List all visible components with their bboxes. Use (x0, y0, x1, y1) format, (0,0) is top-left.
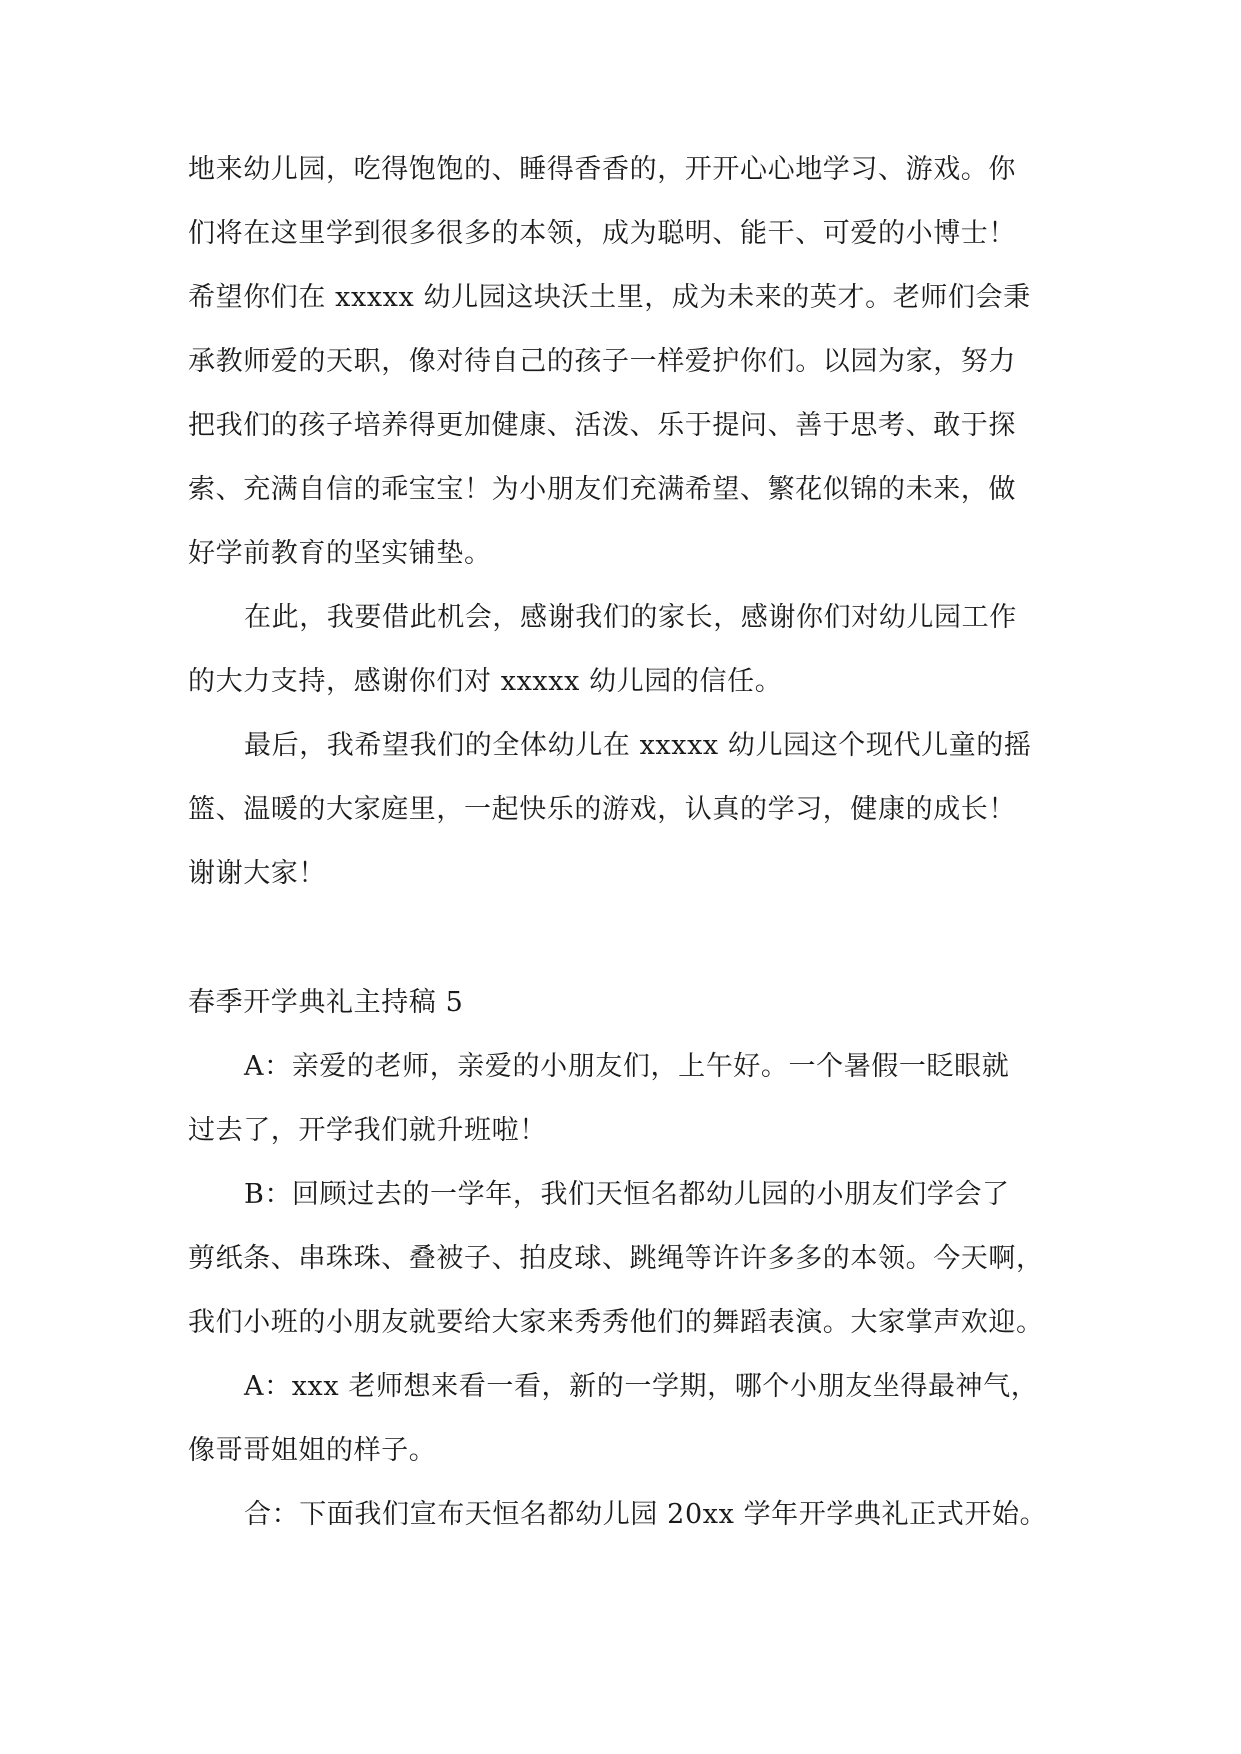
paragraph-line: 合：下面我们宣布天恒名都幼儿园 20xx 学年开学典礼正式开始。 (244, 1499, 1048, 1530)
paragraph-line: 承教师爱的天职，像对待自己的孩子一样爱护你们。以园为家，努力 (188, 346, 1016, 377)
paragraph-line: 谢谢大家！ (188, 858, 326, 889)
paragraph-line: 地来幼儿园，吃得饱饱的、睡得香香的，开开心心地学习、游戏。你 (188, 154, 1016, 185)
paragraph-line: 索、充满自信的乖宝宝！为小朋友们充满希望、繁花似锦的未来，做 (188, 474, 1016, 505)
paragraph-line: 的大力支持，感谢你们对 xxxxx 幼儿园的信任。 (188, 666, 783, 697)
paragraph-line: A：亲爱的老师，亲爱的小朋友们，上午好。一个暑假一眨眼就 (244, 1051, 1010, 1082)
paragraph-line: 过去了，开学我们就升班啦！ (188, 1115, 547, 1146)
paragraph-line: 在此，我要借此机会，感谢我们的家长，感谢你们对幼儿园工作 (244, 602, 1017, 633)
paragraph-line: 最后，我希望我们的全体幼儿在 xxxxx 幼儿园这个现代儿童的摇 (244, 730, 1032, 761)
paragraph-line: 希望你们在 xxxxx 幼儿园这块沃土里，成为未来的英才。老师们会秉 (188, 282, 1031, 313)
paragraph-line: 把我们的孩子培养得更加健康、活泼、乐于提问、善于思考、敢于探 (188, 410, 1016, 441)
paragraph-line: B：回顾过去的一学年，我们天恒名都幼儿园的小朋友们学会了 (244, 1179, 1010, 1210)
paragraph-line: 剪纸条、串珠珠、叠被子、拍皮球、跳绳等许许多多的本领。今天啊， (188, 1243, 1044, 1274)
paragraph-line: 我们小班的小朋友就要给大家来秀秀他们的舞蹈表演。大家掌声欢迎。 (188, 1307, 1044, 1338)
paragraph-line: 们将在这里学到很多很多的本领，成为聪明、能干、可爱的小博士！ (188, 218, 1016, 249)
paragraph-line: A：xxx 老师想来看一看，新的一学期，哪个小朋友坐得最神气， (244, 1371, 1039, 1402)
paragraph-line: 好学前教育的坚实铺垫。 (188, 538, 492, 569)
section-title: 春季开学典礼主持稿 5 (188, 987, 464, 1018)
paragraph-line: 篮、温暖的大家庭里，一起快乐的游戏，认真的学习，健康的成长！ (188, 794, 1016, 825)
paragraph-line: 像哥哥姐姐的样子。 (188, 1435, 437, 1466)
